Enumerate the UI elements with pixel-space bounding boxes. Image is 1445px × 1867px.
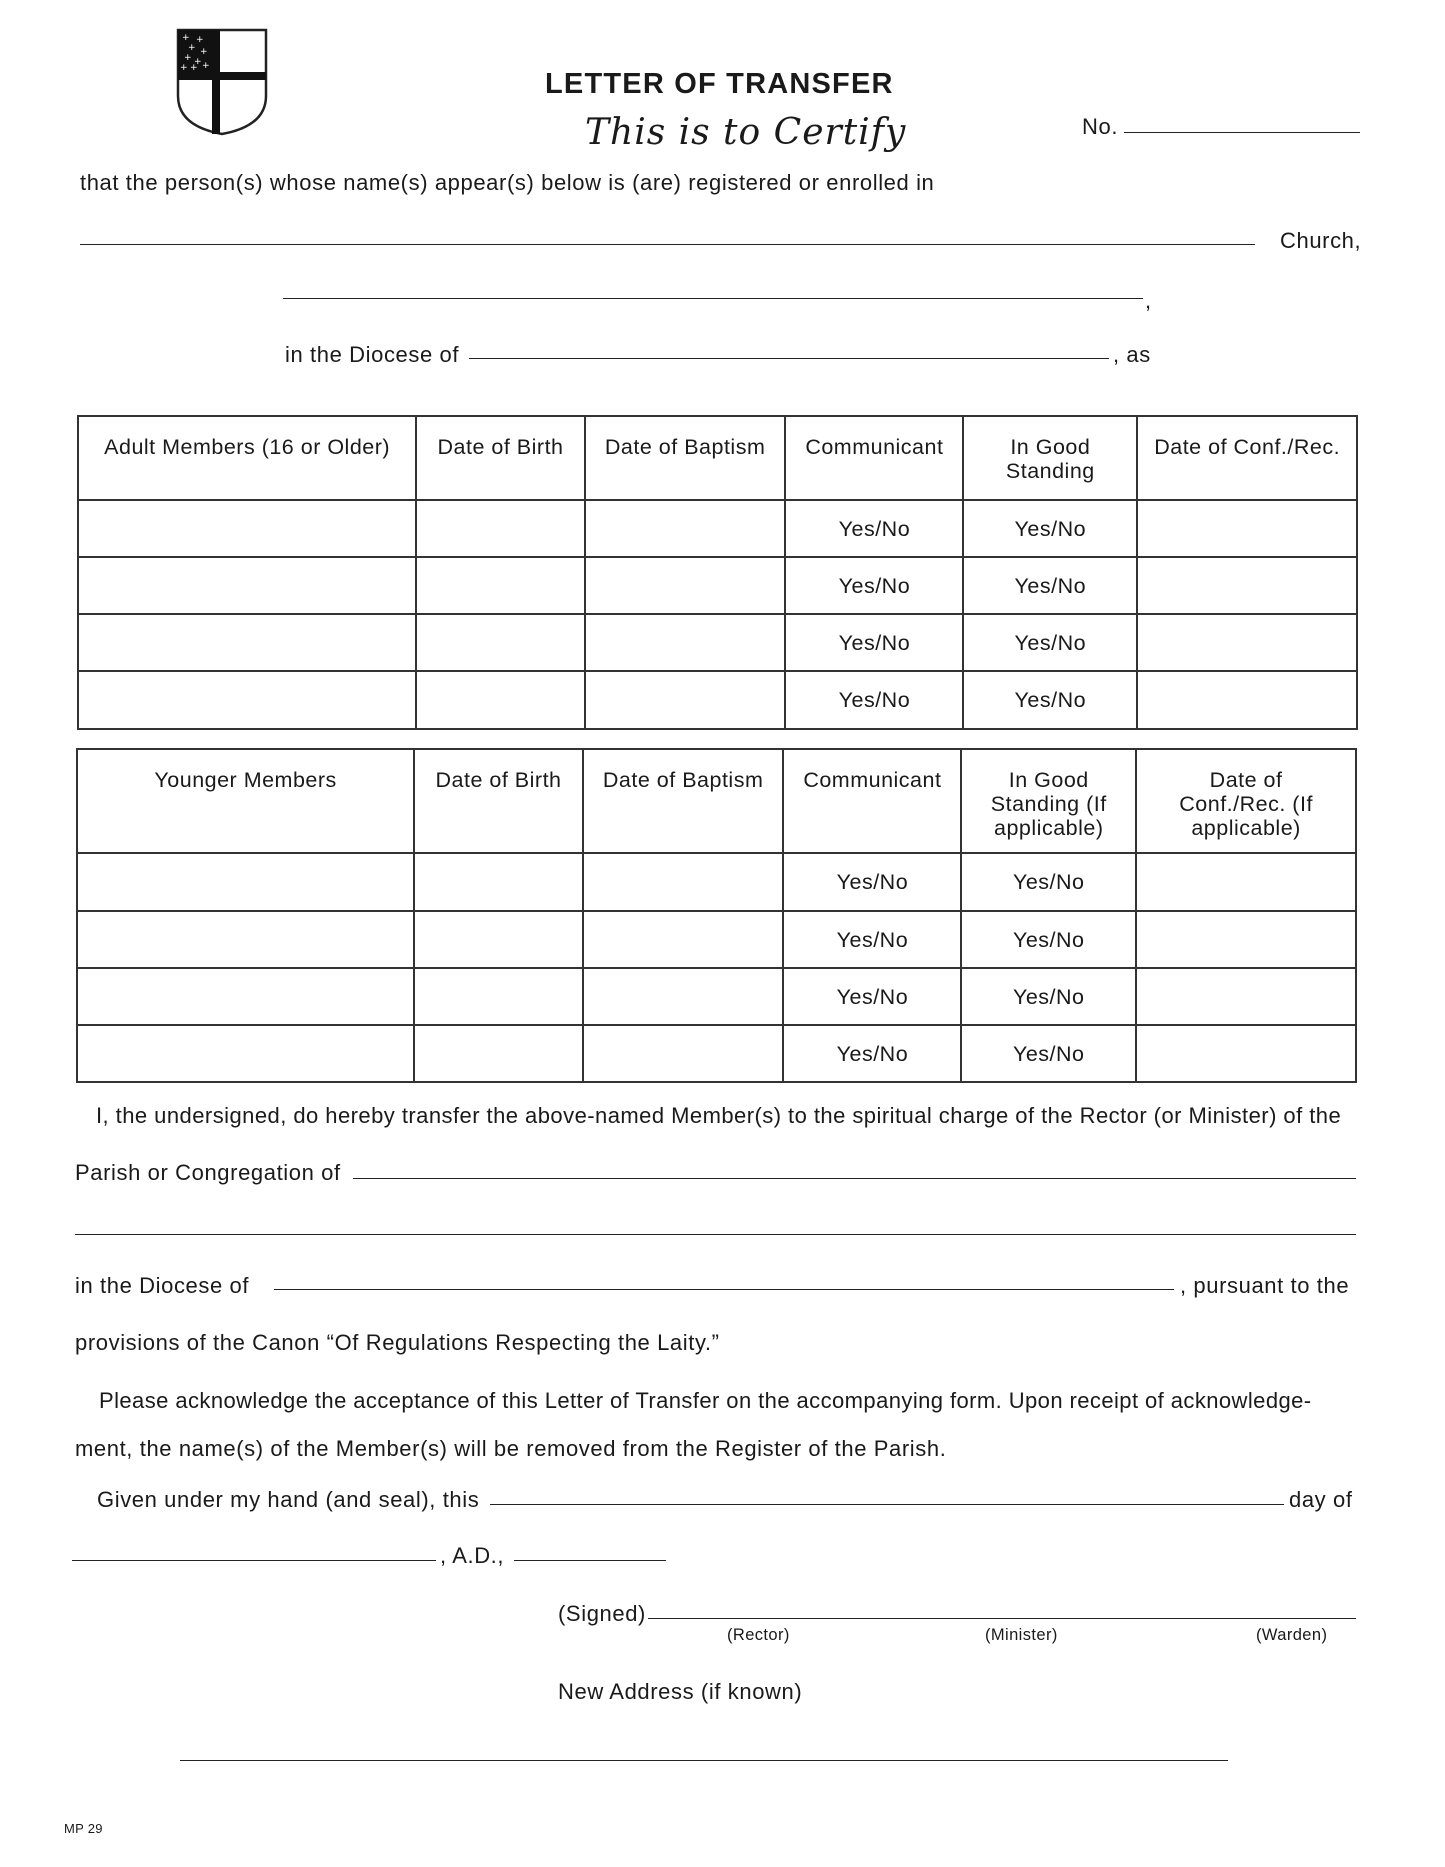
document-title: LETTER OF TRANSFER xyxy=(545,68,894,100)
communicant-cell[interactable]: Yes/No xyxy=(783,1025,961,1082)
birth-date-cell[interactable] xyxy=(414,853,583,911)
svg-text:+: + xyxy=(200,47,208,57)
good-standing-cell[interactable]: Yes/No xyxy=(963,614,1137,671)
receiving-diocese-label: in the Diocese of xyxy=(75,1273,250,1298)
confirmation-date-cell[interactable] xyxy=(1137,671,1357,729)
svg-text:+: + xyxy=(184,53,192,63)
receiving-diocese-field[interactable] xyxy=(274,1289,1174,1290)
as-label: , as xyxy=(1113,342,1151,367)
confirmation-date-cell[interactable] xyxy=(1137,557,1357,614)
minister-label: (Minister) xyxy=(985,1626,1058,1644)
episcopal-shield-logo xyxy=(174,26,270,138)
location-comma: , xyxy=(1145,288,1152,313)
column-header: Date of Baptism xyxy=(585,416,786,500)
confirmation-date-cell[interactable] xyxy=(1136,968,1356,1025)
communicant-cell[interactable]: Yes/No xyxy=(785,614,963,671)
signature-field[interactable] xyxy=(648,1618,1356,1619)
name-cell[interactable] xyxy=(78,614,416,671)
signed-label: (Signed) xyxy=(558,1601,646,1626)
acknowledge-text-line1: Please acknowledge the acceptance of this Letter of Transfer on the accompanying form. Upon receipt of acknowledge- xyxy=(99,1388,1312,1413)
confirmation-date-cell[interactable] xyxy=(1137,500,1357,557)
column-header: Date of Conf./Rec. xyxy=(1137,416,1357,500)
table-row xyxy=(77,911,1356,968)
table-row xyxy=(77,1025,1356,1082)
communicant-cell[interactable]: Yes/No xyxy=(785,671,963,729)
ad-label: , A.D., xyxy=(440,1543,505,1568)
good-standing-cell[interactable]: Yes/No xyxy=(961,1025,1136,1082)
intro-text: that the person(s) whose name(s) appear(s) below is (are) registered or enrolled in xyxy=(80,170,935,195)
baptism-date-cell[interactable] xyxy=(585,500,786,557)
table-row xyxy=(78,557,1357,614)
confirmation-date-cell[interactable] xyxy=(1136,853,1356,911)
table-row xyxy=(78,500,1357,557)
communicant-cell[interactable]: Yes/No xyxy=(783,911,961,968)
communicant-cell[interactable]: Yes/No xyxy=(783,853,961,911)
column-header: Younger Members xyxy=(77,749,414,853)
birth-date-cell[interactable] xyxy=(414,968,583,1025)
parish-field-continued[interactable] xyxy=(75,1234,1356,1235)
name-cell[interactable] xyxy=(78,500,416,557)
column-header: Date of Baptism xyxy=(583,749,784,853)
birth-date-cell[interactable] xyxy=(416,500,585,557)
svg-text:+: + xyxy=(180,63,188,73)
table-row xyxy=(78,671,1357,729)
year-field[interactable] xyxy=(514,1560,666,1561)
name-cell[interactable] xyxy=(77,968,414,1025)
good-standing-cell[interactable]: Yes/No xyxy=(961,968,1136,1025)
name-cell[interactable] xyxy=(77,853,414,911)
column-header: Adult Members (16 or Older) xyxy=(78,416,416,500)
good-standing-cell[interactable]: Yes/No xyxy=(961,853,1136,911)
svg-text:+: + xyxy=(202,61,210,71)
church-name-field[interactable] xyxy=(80,244,1255,245)
church-label: Church, xyxy=(1280,228,1362,253)
pursuant-label: , pursuant to the xyxy=(1180,1273,1350,1298)
svg-text:+: + xyxy=(196,35,204,45)
day-of-label: day of xyxy=(1289,1487,1353,1512)
communicant-cell[interactable]: Yes/No xyxy=(785,557,963,614)
confirmation-date-cell[interactable] xyxy=(1136,911,1356,968)
younger-members-table xyxy=(76,748,1357,1083)
table-row xyxy=(77,968,1356,1025)
name-cell[interactable] xyxy=(77,911,414,968)
name-cell[interactable] xyxy=(77,1025,414,1082)
baptism-date-cell[interactable] xyxy=(583,968,784,1025)
confirmation-date-cell[interactable] xyxy=(1137,614,1357,671)
column-header: Date of Birth xyxy=(416,416,585,500)
provisions-text: provisions of the Canon “Of Regulations Respecting the Laity.” xyxy=(75,1330,720,1355)
column-header: Communicant xyxy=(785,416,963,500)
baptism-date-cell[interactable] xyxy=(585,671,786,729)
column-header: Date of Conf./Rec. (If applicable) xyxy=(1136,749,1356,853)
adult-members-table xyxy=(77,415,1358,730)
birth-date-cell[interactable] xyxy=(416,671,585,729)
column-header: Date of Birth xyxy=(414,749,583,853)
new-address-field[interactable] xyxy=(180,1760,1228,1761)
birth-date-cell[interactable] xyxy=(416,614,585,671)
birth-date-cell[interactable] xyxy=(414,911,583,968)
communicant-cell[interactable]: Yes/No xyxy=(783,968,961,1025)
given-label: Given under my hand (and seal), this xyxy=(97,1487,480,1512)
acknowledge-text-line2: ment, the name(s) of the Member(s) will be removed from the Register of the Parish. xyxy=(75,1436,947,1461)
warden-label: (Warden) xyxy=(1256,1626,1328,1644)
parish-label: Parish or Congregation of xyxy=(75,1160,341,1185)
number-label: No. xyxy=(1082,114,1119,139)
good-standing-cell[interactable]: Yes/No xyxy=(963,671,1137,729)
baptism-date-cell[interactable] xyxy=(583,853,784,911)
day-field[interactable] xyxy=(490,1504,1284,1505)
diocese-label: in the Diocese of xyxy=(285,342,460,367)
diocese-field[interactable] xyxy=(469,358,1109,359)
good-standing-cell[interactable]: Yes/No xyxy=(961,911,1136,968)
new-address-label: New Address (if known) xyxy=(558,1679,803,1704)
form-code: MP 29 xyxy=(64,1821,103,1836)
column-header: Communicant xyxy=(783,749,961,853)
svg-text:+: + xyxy=(190,63,198,73)
baptism-date-cell[interactable] xyxy=(585,557,786,614)
svg-text:+: + xyxy=(188,43,196,53)
column-header: In Good Standing xyxy=(963,416,1137,500)
baptism-date-cell[interactable] xyxy=(585,614,786,671)
name-cell[interactable] xyxy=(78,557,416,614)
table-row xyxy=(78,614,1357,671)
baptism-date-cell[interactable] xyxy=(583,911,784,968)
rector-label: (Rector) xyxy=(727,1626,790,1644)
number-field[interactable] xyxy=(1124,132,1360,133)
column-header: In Good Standing (If applicable) xyxy=(961,749,1136,853)
church-location-field[interactable] xyxy=(283,298,1143,299)
birth-date-cell[interactable] xyxy=(414,1025,583,1082)
parish-field[interactable] xyxy=(353,1178,1356,1179)
birth-date-cell[interactable] xyxy=(416,557,585,614)
svg-text:+: + xyxy=(194,57,202,67)
good-standing-cell[interactable]: Yes/No xyxy=(963,500,1137,557)
certify-subtitle: This is to Certify xyxy=(585,112,907,153)
svg-text:+: + xyxy=(182,33,190,43)
transfer-statement: I, the undersigned, do hereby transfer the above-named Member(s) to the spiritual charge of the Rector (or Minister) of the xyxy=(96,1103,1342,1128)
confirmation-date-cell[interactable] xyxy=(1136,1025,1356,1082)
month-field[interactable] xyxy=(72,1560,436,1561)
baptism-date-cell[interactable] xyxy=(583,1025,784,1082)
good-standing-cell[interactable]: Yes/No xyxy=(963,557,1137,614)
table-row xyxy=(77,853,1356,911)
name-cell[interactable] xyxy=(78,671,416,729)
communicant-cell[interactable]: Yes/No xyxy=(785,500,963,557)
